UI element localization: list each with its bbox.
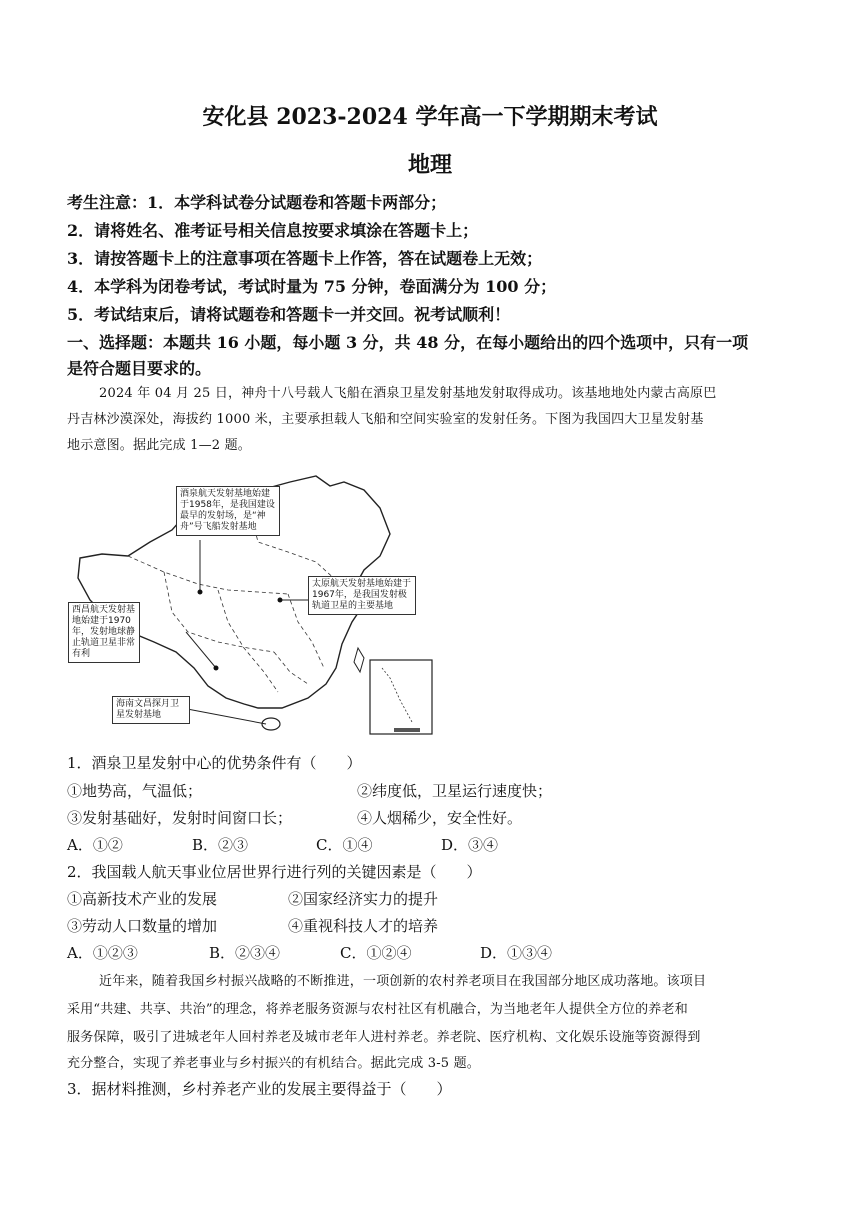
q2-stem: 2．我国载人航天事业位居世界行进行列的关键因素是（ ）: [67, 863, 482, 881]
wenchang-callout: 海南文昌探月卫星发射基地: [112, 696, 190, 724]
subject-title: 地理: [407, 152, 452, 178]
material2-line-2: 采用“共建、共享、共治”的理念，将养老服务资源与农村社区有机融合，为当地老年人提供全方位的养老和: [67, 1002, 688, 1017]
q1-choice-3: ③发射基础好，发射时间窗口长；: [67, 809, 293, 827]
taiyuan-callout: 太原航天发射基地始建于1967年，是我国发射极轨道卫星的主要基地: [308, 576, 416, 615]
q1-option-d[interactable]: D．③④: [441, 836, 499, 854]
q1-option-c[interactable]: C．①④: [316, 836, 373, 854]
notice-line-4: 4．本学科为闭卷考试，考试时量为 75 分钟，卷面满分为 100 分；: [67, 277, 557, 296]
exam-title: 安化县 2023-2024 学年高一下学期期末考试: [202, 104, 658, 130]
q2-choice-1: ①高新技术产业的发展: [67, 890, 218, 908]
q2-choice-3: ③劳动人口数量的增加: [67, 917, 218, 935]
notice-line-2: 2．请将姓名、准考证号相关信息按要求填涂在答题卡上；: [67, 221, 479, 240]
q1-choice-2: ②纬度低，卫星运行速度快；: [357, 782, 553, 800]
q2-option-a[interactable]: A．①②③: [67, 944, 138, 962]
jiuquan-callout: 酒泉航天发射基地始建于1958年，是我国建设最早的发射场，是“神舟”号飞船发射基地: [176, 486, 280, 536]
q1-stem: 1．酒泉卫星发射中心的优势条件有（ ）: [67, 754, 362, 772]
notice-line-1: 考生注意：1．本学科试卷分试题卷和答题卡两部分；: [67, 193, 447, 212]
material1-line-2: 丹吉林沙漠深处，海拔约 1000 米，主要承担载人飞船和空间实验室的发射任务。下图为我国四大卫星发射基: [67, 412, 704, 427]
material2-line-3: 服务保障，吸引了进城老年人回村养老及城市老年人进村养老。养老院、医疗机构、文化娱乐设施等资源得到: [67, 1030, 701, 1045]
q2-option-d[interactable]: D．①③④: [480, 944, 553, 962]
material2-line-4: 充分整合，实现了养老事业与乡村振兴的有机结合。据此完成 3-5 题。: [67, 1056, 480, 1071]
xichang-callout: 西昌航天发射基地始建于1970年，发射地球静止轨道卫星非常有利: [68, 602, 140, 663]
launch-site-map: [68, 472, 440, 740]
q2-option-b[interactable]: B．②③④: [209, 944, 281, 962]
notice-line-5: 5．考试结束后，请将试题卷和答题卡一并交回。祝考试顺利！: [67, 305, 511, 324]
q1-choice-4: ④人烟稀少，安全性好。: [357, 809, 523, 827]
notice-line-3: 3．请按答题卡上的注意事项在答题卡上作答，答在试题卷上无效；: [67, 249, 543, 268]
q1-option-a[interactable]: A．①②: [67, 836, 123, 854]
material1-line-3: 地示意图。据此完成 1—2 题。: [67, 438, 252, 453]
q1-option-b[interactable]: B．②③: [192, 836, 249, 854]
material2-line-1: 近年来，随着我国乡村振兴战略的不断推进，一项创新的农村养老项目在我国部分地区成功落地。该项目: [99, 974, 707, 989]
q2-choice-4: ④重视科技人才的培养: [288, 917, 439, 935]
material1-line-1: 2024 年 04 月 25 日，神舟十八号载人飞船在酒泉卫星发射基地发射取得成功。该基地地处内蒙古高原巴: [99, 386, 717, 401]
q2-option-c[interactable]: C．①②④: [340, 944, 412, 962]
q1-choice-1: ①地势高，气温低；: [67, 782, 203, 800]
section-heading-line-1: 一、选择题：本题共 16 小题，每小题 3 分，共 48 分，在每小题给出的四个选项中，只有一项: [67, 333, 749, 352]
section-heading-line-2: 是符合题目要求的。: [67, 359, 212, 378]
q3-stem: 3．据材料推测，乡村养老产业的发展主要得益于（ ）: [67, 1080, 452, 1098]
q2-choice-2: ②国家经济实力的提升: [288, 890, 439, 908]
